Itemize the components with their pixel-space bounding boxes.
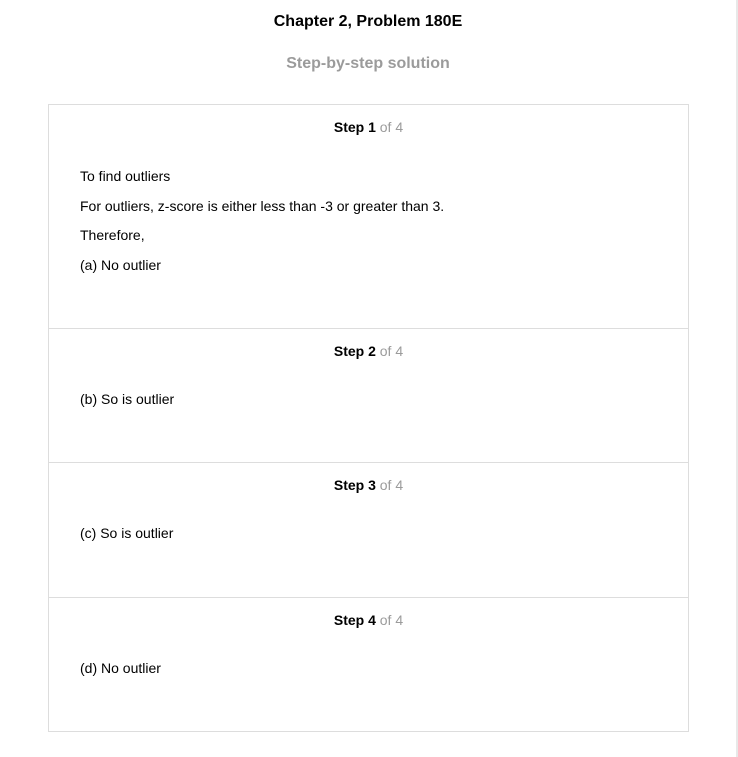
step-text-line: (d) No outlier [80, 660, 161, 676]
step-body [80, 525, 173, 555]
step-header [49, 477, 688, 493]
step-total: of 4 [379, 612, 404, 628]
step-total: of 4 [379, 119, 404, 135]
step-1 [49, 105, 688, 328]
solution-steps [48, 104, 689, 732]
step-body [80, 168, 444, 286]
step-text-line: Therefore, [80, 227, 145, 243]
step-total: of 4 [379, 343, 404, 359]
step-text-line: (a) No outlier [80, 256, 161, 273]
step-4 [49, 597, 688, 731]
step-text-line: (c) So is outlier [80, 525, 174, 541]
step-header [49, 119, 688, 135]
step-header [49, 612, 688, 628]
step-text-line: (b) So is outlier [80, 391, 175, 407]
step-body [80, 660, 161, 690]
step-text-line: For outliers, z-score is either less than -3 or greater than 3. [80, 197, 445, 214]
step-header [49, 343, 688, 359]
page-title: Chapter 2, Problem 180E [273, 13, 463, 30]
solution-subtitle: Step-by-step solution [286, 55, 450, 72]
step-total: of 4 [379, 477, 404, 493]
step-number: Step 1 [333, 119, 376, 135]
step-number: Step 4 [333, 612, 376, 628]
step-text-line: To find outliers [80, 168, 171, 184]
step-body [80, 391, 174, 421]
step-2 [49, 328, 688, 462]
step-number: Step 2 [333, 343, 376, 359]
step-number: Step 3 [333, 477, 376, 493]
step-3 [49, 462, 688, 597]
